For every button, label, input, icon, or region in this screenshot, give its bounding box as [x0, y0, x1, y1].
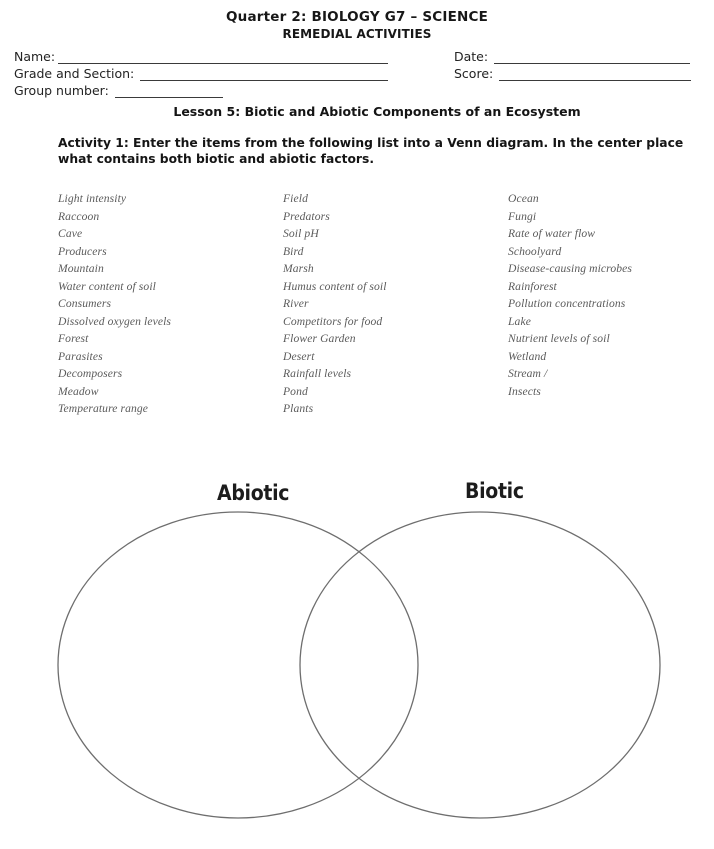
list-item: Cave: [58, 227, 83, 240]
date-field-group: [454, 49, 704, 64]
activity-instruction: Activity 1: Enter the items from the following list into a Venn diagram. In the center place what contains both biotic and abiotic factors.: [58, 136, 684, 167]
list-item: Rate of water flow: [508, 227, 596, 240]
group-number-field-group: [14, 83, 454, 98]
score-field-group: [454, 66, 704, 81]
list-item: Disease-causing microbes: [508, 262, 633, 275]
venn-circle-biotic[interactable]: [300, 512, 660, 818]
list-item: Soil pH: [283, 227, 319, 240]
list-item: Predators: [283, 209, 330, 223]
venn-label-abiotic: Abiotic: [217, 481, 290, 505]
list-item: Rainforest: [508, 279, 557, 293]
list-item: Pond: [283, 384, 308, 398]
list-item: Water content of soil: [58, 279, 156, 293]
grade-section-input[interactable]: [140, 68, 388, 81]
venn-circles: [0, 470, 714, 849]
list-item: Humus content of soil: [283, 279, 387, 293]
list-item: Decomposers: [58, 367, 123, 380]
list-item: Nutrient levels of soil: [508, 332, 610, 345]
list-item: Pollution concentrations: [508, 297, 626, 310]
field-row-group-number: [14, 81, 704, 98]
document-title: Quarter 2: BIOLOGY G7 – SCIENCE: [225, 9, 489, 25]
list-item: Fungi: [508, 209, 537, 223]
list-item: Lake: [508, 314, 531, 328]
name-field-group: [14, 49, 454, 64]
word-list: [0, 190, 714, 418]
lesson-heading: Lesson 5: Biotic and Abiotic Components of an Ecosystem: [173, 104, 581, 120]
grade-section-field-group: [14, 66, 454, 81]
list-item: Bird: [283, 244, 304, 258]
list-item: Competitors for food: [283, 314, 383, 328]
list-item: Desert: [283, 349, 315, 363]
list-item: Mountain: [58, 262, 104, 275]
document-subtitle: REMEDIAL ACTIVITIES: [282, 26, 432, 41]
field-row-name-date: [14, 47, 704, 64]
group-number-input[interactable]: [115, 85, 223, 98]
venn-label-biotic: Biotic: [465, 479, 524, 503]
grade-section-label: Grade and Section:: [14, 66, 135, 82]
list-item: Temperature range: [58, 402, 149, 415]
date-input[interactable]: [494, 51, 690, 64]
list-item: Meadow: [58, 384, 99, 398]
list-item: Light intensity: [58, 192, 127, 205]
word-list-column-3: [508, 190, 708, 418]
list-item: Flower Garden: [283, 332, 356, 345]
list-item: Ocean: [508, 192, 539, 205]
word-list-column-1: [58, 190, 283, 418]
list-item: Wetland: [508, 349, 547, 363]
list-item: Consumers: [58, 297, 112, 310]
word-list-column-2: [283, 190, 508, 418]
venn-diagram: [0, 470, 714, 849]
score-input[interactable]: [499, 68, 691, 81]
list-item: Raccoon: [58, 209, 100, 223]
list-item: Parasites: [58, 349, 103, 363]
group-number-label: Group number:: [14, 83, 109, 99]
date-label: Date:: [454, 49, 489, 65]
list-item: Rainfall levels: [283, 367, 352, 380]
score-label: Score:: [454, 66, 494, 82]
list-item: River: [283, 297, 309, 310]
document-header: [0, 0, 714, 42]
list-item: Dissolved oxygen levels: [58, 314, 172, 328]
list-item: Marsh: [283, 262, 314, 275]
list-item: Insects: [508, 384, 541, 398]
field-row-grade-score: [14, 64, 704, 81]
student-info-fields: [0, 47, 714, 98]
list-item: Producers: [58, 244, 107, 258]
list-item: Stream /: [508, 367, 548, 380]
name-input[interactable]: [58, 51, 388, 64]
list-item: Plants: [283, 402, 314, 415]
venn-circle-abiotic[interactable]: [58, 512, 418, 818]
list-item: Field: [283, 192, 308, 205]
list-item: Forest: [58, 332, 89, 345]
list-item: Schoolyard: [508, 244, 562, 258]
name-label: Name:: [14, 49, 56, 65]
